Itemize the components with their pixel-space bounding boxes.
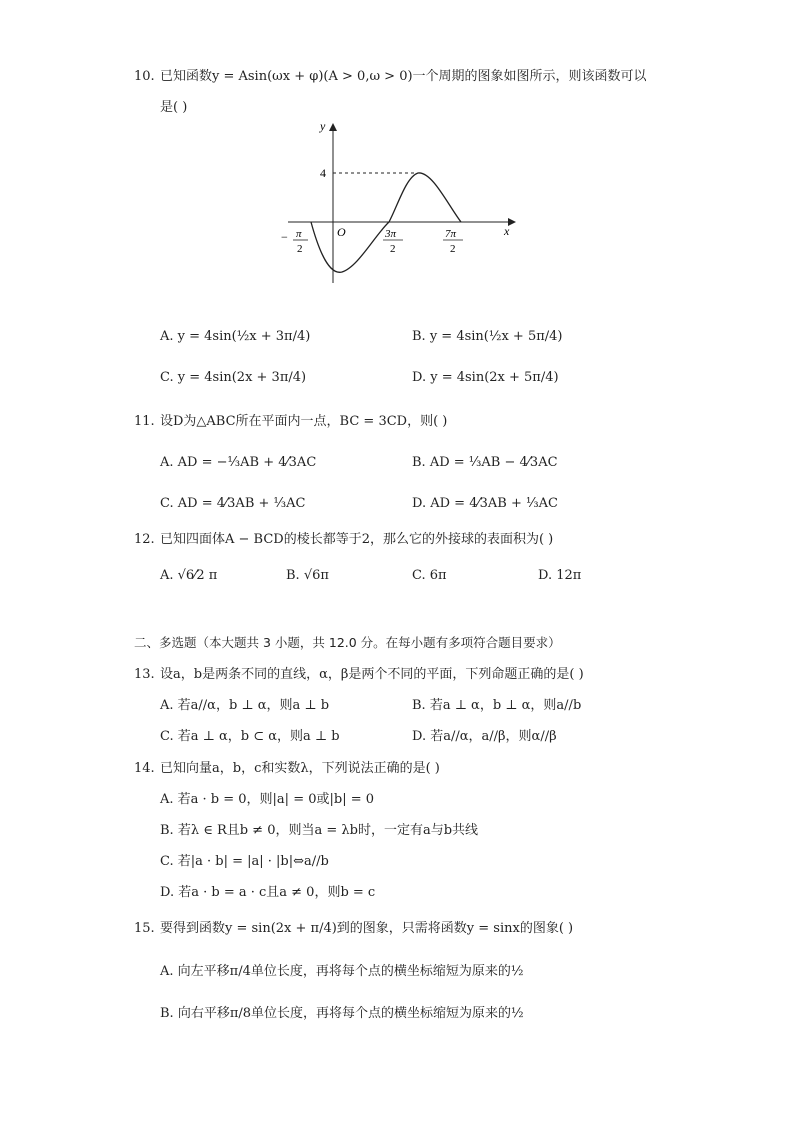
origin-label: O <box>337 225 346 239</box>
q15-number: 15. <box>134 921 155 936</box>
q12-number: 12. <box>134 532 155 547</box>
section-heading-multiple-choice: 二、多选题（本大题共 3 小题，共 12.0 分。在每小题有多项符合题目要求） <box>134 635 561 650</box>
q14-option-b: B. 若λ ∈ R且b ≠ 0，则当a = λb时，一定有a与b共线 <box>160 823 479 838</box>
q11-option-b: B. AD = ⅓AB − 4⁄3AC <box>412 455 558 470</box>
q10-number: 10. <box>134 69 155 84</box>
q14-stem: 已知向量a，b，c和实数λ，下列说法正确的是( ) <box>160 761 440 776</box>
q10-option-c: C. y = 4sin(2x + 3π/4) <box>160 370 307 385</box>
q12-option-a: A. √6⁄2 π <box>160 568 218 583</box>
q10-sine-graph <box>270 115 530 290</box>
q12-stem: 已知四面体A − BCD的棱长都等于2，那么它的外接球的表面积为( ) <box>160 532 554 547</box>
q12-option-b: B. √6π <box>286 568 329 583</box>
q13-number: 13. <box>134 667 155 682</box>
q12-option-c: C. 6π <box>412 568 447 583</box>
q11-stem: 设D为△ABC所在平面内一点，BC = 3CD，则( ) <box>160 414 448 429</box>
y-axis-label: y <box>320 119 326 133</box>
tick-right-num: 7π <box>445 228 457 240</box>
q11-option-d: D. AD = 4⁄3AB + ⅓AC <box>412 496 558 511</box>
tick-mid-den: 2 <box>390 243 396 255</box>
q15-option-b: B. 向右平移π/8单位长度，再将每个点的横坐标缩短为原来的½ <box>160 1006 524 1021</box>
q13-option-c: C. 若a ⊥ α，b ⊂ α，则a ⊥ b <box>160 729 340 744</box>
q13-option-d: D. 若a//α，a//β，则α//β <box>412 729 557 744</box>
q14-number: 14. <box>134 761 155 776</box>
q10-stem-line2: 是( ) <box>160 100 188 115</box>
q14-option-a: A. 若a · b = 0，则|a| = 0或|b| = 0 <box>160 792 374 807</box>
q14-option-d: D. 若a · b = a · c且a ≠ 0，则b = c <box>160 885 376 900</box>
tick-left-num: π <box>296 228 302 240</box>
q11-number: 11. <box>134 414 155 429</box>
q15-stem: 要得到函数y = sin(2x + π/4)到的图象，只需将函数y = sinx的图象( ) <box>160 921 574 936</box>
tick-mid-num: 3π <box>385 228 397 240</box>
q12-option-d: D. 12π <box>538 568 582 583</box>
q11-option-a: A. AD = −⅓AB + 4⁄3AC <box>160 455 317 470</box>
q10-option-a: A. y = 4sin(½x + 3π/4) <box>160 329 311 344</box>
x-axis-label: x <box>504 224 510 238</box>
q13-stem: 设a，b是两条不同的直线，α，β是两个不同的平面，下列命题正确的是( ) <box>160 667 584 682</box>
q10-option-d: D. y = 4sin(2x + 5π/4) <box>412 370 559 385</box>
q14-option-c: C. 若|a · b| = |a| · |b|⇔a//b <box>160 854 329 869</box>
q11-option-c: C. AD = 4⁄3AB + ⅓AC <box>160 496 306 511</box>
q10-stem-line1: 已知函数y = Asin(ωx + φ)(A > 0,ω > 0)一个周期的图象如图所示，则该函数可以 <box>160 69 647 84</box>
q15-option-a: A. 向左平移π/4单位长度，再将每个点的横坐标缩短为原来的½ <box>160 964 524 979</box>
tick-left-sign: − <box>281 230 288 244</box>
q13-option-a: A. 若a//α，b ⊥ α，则a ⊥ b <box>160 698 330 713</box>
tick-left-den: 2 <box>297 243 303 255</box>
tick-right-den: 2 <box>450 243 456 255</box>
y-axis-arrow-icon <box>329 123 337 131</box>
q13-option-b: B. 若a ⊥ α，b ⊥ α，则a//b <box>412 698 582 713</box>
q10-option-b: B. y = 4sin(½x + 5π/4) <box>412 329 563 344</box>
max-label: 4 <box>320 166 326 180</box>
